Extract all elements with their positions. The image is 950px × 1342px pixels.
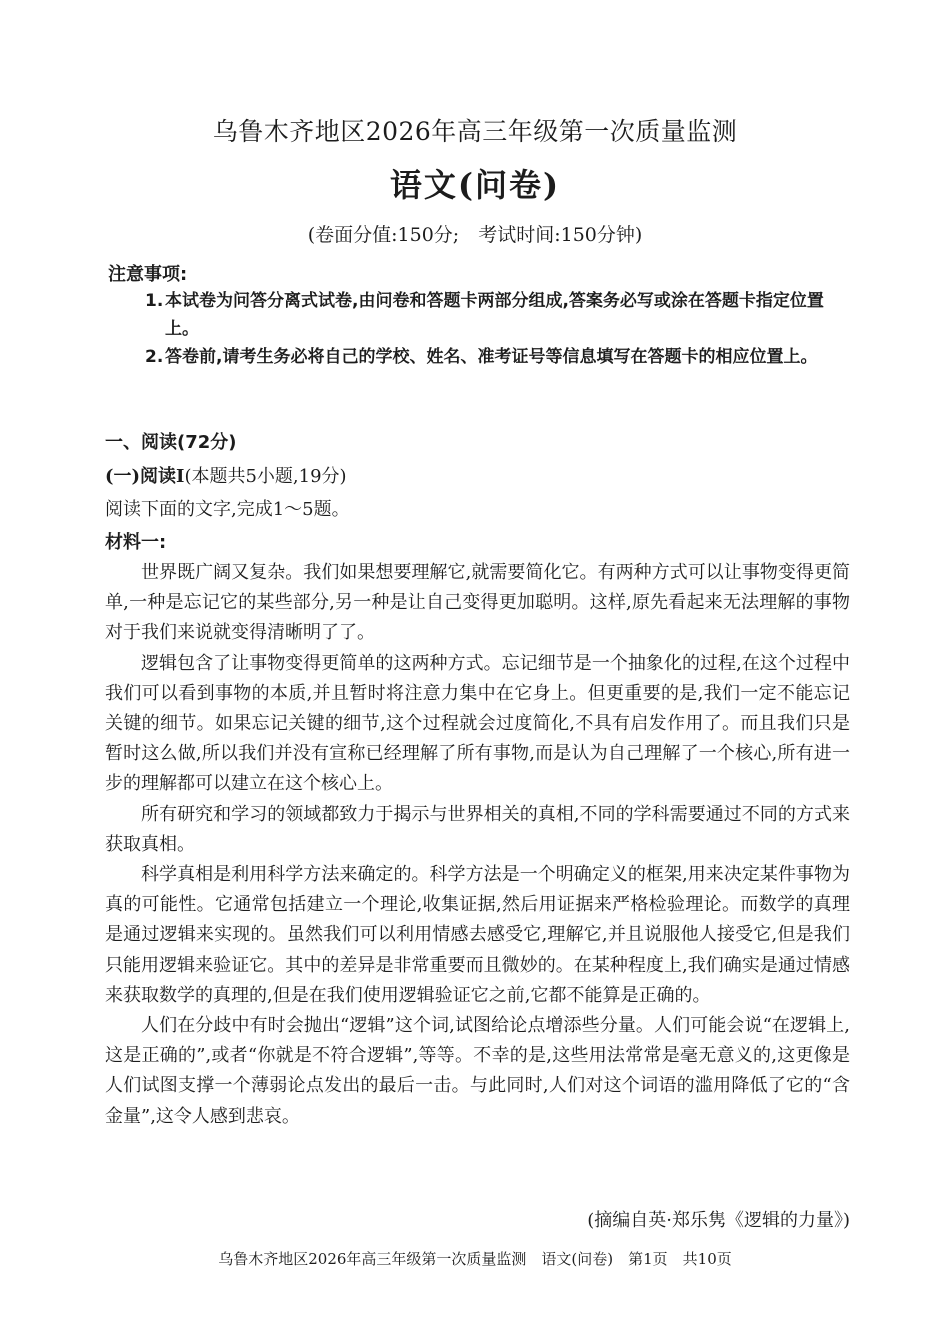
part-heading [105,462,347,488]
page-footer: 乌鲁木齐地区2026年高三年级第一次质量监测 语文(问卷) 第1页 共10页 [218,1250,732,1268]
section-heading: 一、阅读(72分) [105,432,237,453]
note-item [145,343,851,371]
score-info: (卷面分值:150分; 考试时间:150分钟) [307,224,643,246]
note-number: 2. [145,347,164,367]
subject-title: 语文(问卷) [389,166,561,204]
passage-paragraph: 人们在分歧中有时会抛出“逻辑”这个词,试图给论点增添些分量。人们可能会说“在逻辑上,这是正确的”,或者“你就是不符合逻辑”,等等。不幸的是,这些用法常常是毫无意义的,这更像是人们试图支撑一个薄弱论点发出的最后一击。与此同时,人们对这个词语的滥用降低了它的“含金量”,这令人感到悲哀。 [105,1015,850,1127]
notes-heading: 注意事项: [108,264,188,285]
note-text: 本试卷为问答分离式试卷,由问卷和答题卡两部分组成,答案务必写或涂在答题卡指定位置上。 [165,291,824,339]
source-citation: (摘编自英·郑乐隽《逻辑的力量》) [587,1210,850,1231]
notes-list [145,287,851,371]
reading-instruction: 阅读下面的文字,完成1～5题。 [105,499,350,520]
material-label: 材料一: [105,532,167,553]
part-label: (一)阅读I [105,466,185,487]
part-detail: (本题共5小题,19分) [184,466,347,487]
note-text: 答卷前,请考生务必将自己的学校、姓名、准考证号等信息填写在答题卡的相应位置上。 [165,347,818,367]
passage-body [105,558,850,1132]
note-item [145,287,851,343]
note-number: 1. [145,291,164,311]
exam-title: 乌鲁木齐地区2026年高三年级第一次质量监测 [212,117,738,146]
passage-paragraph: 世界既广阔又复杂。我们如果想要理解它,就需要简化它。有两种方式可以让事物变得更简单,一种是忘记它的某些部分,另一种是让自己变得更加聪明。这样,原先看起来无法理解的事物对于我们来说就变得清晰明了了。 [105,562,850,644]
passage-paragraph: 所有研究和学习的领域都致力于揭示与世界相关的真相,不同的学科需要通过不同的方式来获取真相。 [105,803,850,855]
passage-paragraph: 逻辑包含了让事物变得更简单的这两种方式。忘记细节是一个抽象化的过程,在这个过程中我们可以看到事物的本质,并且暂时将注意力集中在它身上。但更重要的是,我们一定不能忘记关键的细节。如果忘记关键的细节,这个过程就会过度简化,不具有启发作用了。而且我们只是暂时这么做,所以我们并没有宣称已经理解了所有事物,而是认为自己理解了一个核心,所有进一步的理解都可以建立在这个核心上。 [105,652,850,795]
passage-paragraph: 科学真相是利用科学方法来确定的。科学方法是一个明确定义的框架,用来决定某件事物为真的可能性。它通常包括建立一个理论,收集证据,然后用证据来严格检验理论。而数学的真理是通过逻辑来实现的。虽然我们可以利用情感去感受它,理解它,并且说服他人接受它,但是我们只能用逻辑来验证它。其中的差异是非常重要而且微妙的。在某种程度上,我们确实是通过情感来获取数学的真理的,但是在我们使用逻辑验证它之前,它都不能算是正确的。 [105,864,850,1006]
